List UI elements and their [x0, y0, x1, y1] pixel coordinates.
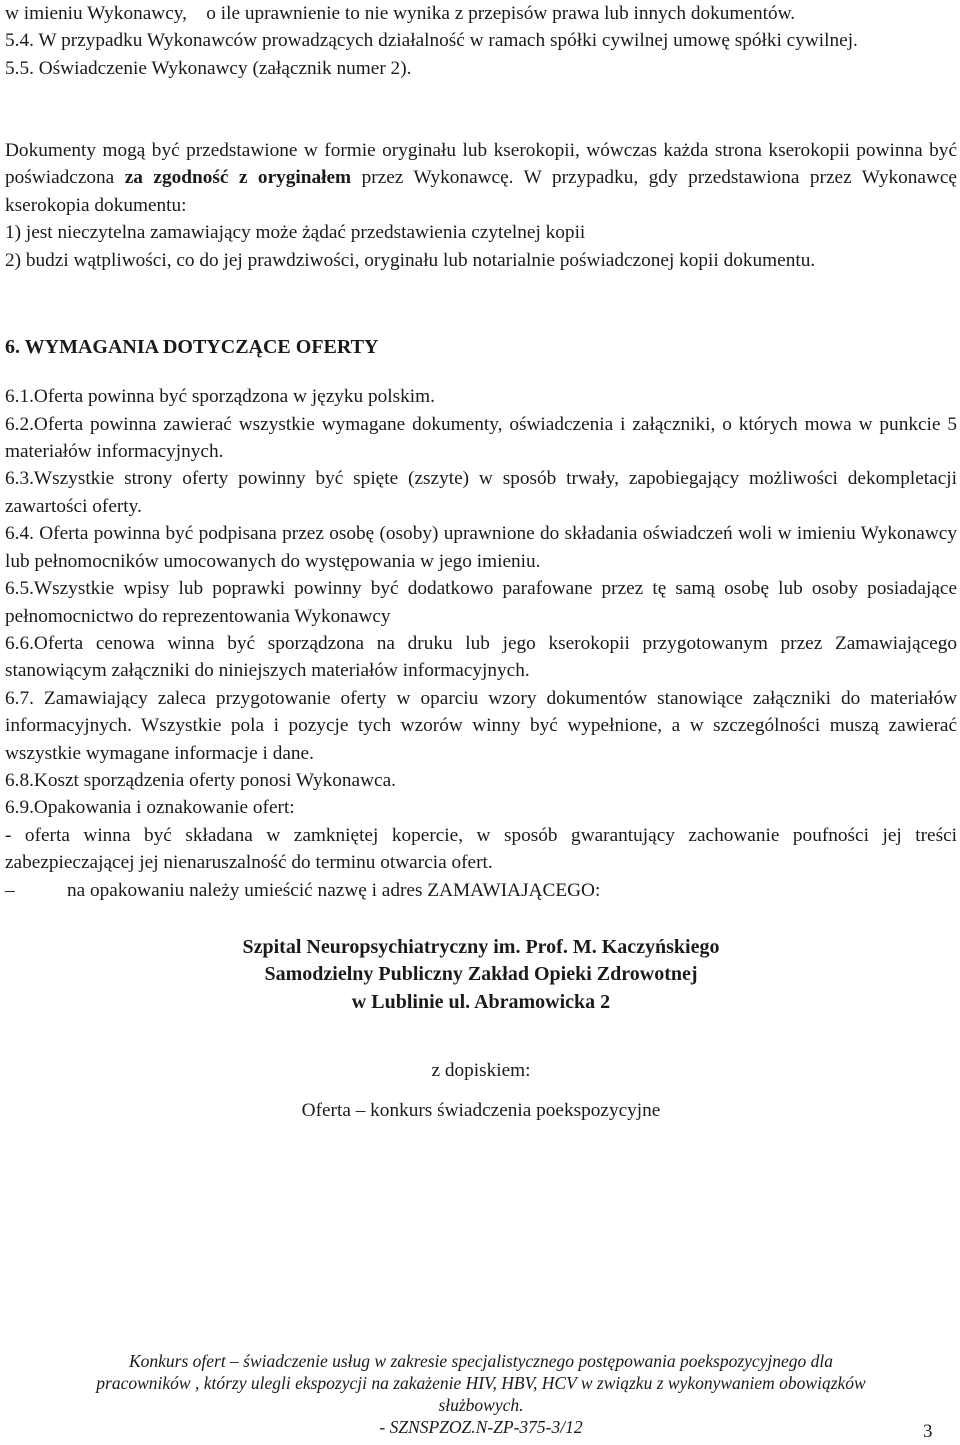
- address-block: [5, 934, 957, 1016]
- dash-item-text: na opakowaniu należy umieścić nazwę i adres ZAMAWIAJĄCEGO:: [67, 879, 601, 901]
- spacer: [5, 82, 957, 137]
- documents-item-2: 2) budzi wątpliwości, co do jej prawdziwości, oryginału lub notarialnie poświadczonej kopii dokumentu.: [5, 249, 816, 271]
- text-line1a: w imieniu Wykonawcy,: [5, 3, 187, 24]
- dash-list-item: [5, 877, 957, 904]
- documents-item-1: 1) jest nieczytelna zamawiający może żądać przedstawienia czytelnej kopii: [5, 222, 586, 244]
- item-6-4: 6.4. Oferta powinna być podpisana przez osobę (osoby) uprawnione do składania oświadczeń woli w imieniu Wykonawcy lub pełnomocników umocowanych do występowania w jego imieniu.: [5, 523, 957, 572]
- item-6-6: 6.6.Oferta cenowa winna być sporządzona na druku lub jego kserokopii przygotowanym przez Zamawiającego stanowiącym załączniki do niniejszych materiałów informacyjnych.: [5, 632, 957, 682]
- annotation-text: Oferta – konkurs świadczenia poekspozycyjne: [301, 1099, 661, 1121]
- paragraph-5-3-continuation: [5, 0, 957, 27]
- spacer: [5, 904, 957, 934]
- annotation-label: z dopiskiem:: [431, 1060, 531, 1082]
- documents-text-end: przez Wykonawcę. W przypadku, gdy przedstawiona przez Wykonawcę kserokopia dokumentu:: [5, 167, 957, 216]
- footer-line-2: pracowników , którzy ulegli ekspozycji na zakażenie HIV, HBV, HCV w związku z wykonywaniem obowiązków: [96, 1373, 866, 1393]
- item-6-5: 6.5.Wszystkie wpisy lub poprawki powinny być dodatkowo parafowane przez tę samą osobę lub osoby posiadające pełnomocnictwo do reprezentowania Wykonawcy: [5, 578, 957, 627]
- item-6-8: 6.8.Koszt sporządzenia oferty ponosi Wykonawca.: [5, 769, 396, 791]
- item-6-7: 6.7. Zamawiający zaleca przygotowanie oferty w oparciu wzory dokumentów stanowiące załączniki do materiałów informacyjnych. Wszystkie pola i pozycje tych wzorów winny być wypełnione, a w szczególności muszą zawierać wszystkie wymagane informacje i dane.: [5, 687, 957, 764]
- paragraph-5-4: 5.4. W przypadku Wykonawców prowadzących działalność w ramach spółki cywilnej umowę spółki cywilnej.: [5, 30, 858, 52]
- page-footer: [5, 1350, 957, 1438]
- address-line-1: Szpital Neuropsychiatryczny im. Prof. M. Kaczyńskiego: [242, 935, 720, 958]
- documents-text-start: Dokumenty mogą być przedstawione w formie oryginału lub kserokopii, wówczas każda strona kserokopii powinna być poświadczona: [5, 140, 957, 189]
- section-6-heading: 6. WYMAGANIA DOTYCZĄCE OFERTY: [5, 335, 379, 358]
- page-number: 3: [923, 1421, 933, 1442]
- item-6-1: 6.1.Oferta powinna być sporządzona w języku polskim.: [5, 386, 435, 408]
- item-6-9-bullet: - oferta winna być składana w zamkniętej kopercie, w sposób gwarantujący zachowanie poufności jej treści zabezpieczającej jej nienaruszalność do terminu otwarcia ofert.: [5, 824, 957, 874]
- item-6-2: 6.2.Oferta powinna zawierać wszystkie wymagane dokumenty, oświadczenia i załączniki, o których mowa w punkcie 5 materiałów informacyjnych.: [5, 413, 957, 463]
- paragraph-5-5: 5.5. Oświadczenie Wykonawcy (załącznik numer 2).: [5, 57, 412, 79]
- documents-bold-phrase: za zgodność z oryginałem: [124, 167, 352, 189]
- spacer: [5, 1085, 957, 1097]
- text-line1b: o ile uprawnienie to nie wynika z przepisów prawa lub innych dokumentów.: [206, 3, 796, 24]
- address-line-2: Samodzielny Publiczny Zakład Opieki Zdrowotnej: [264, 963, 698, 986]
- spacer: [5, 274, 957, 329]
- item-6-3: 6.3.Wszystkie strony oferty powinny być spięte (zszyte) w sposób trwały, zapobiegający możliwości dekompletacji zawartości oferty.: [5, 468, 957, 517]
- paragraph-documents: [5, 137, 957, 219]
- dash-bullet-icon: –: [5, 879, 15, 901]
- address-line-3: w Lublinie ul. Abramowicka 2: [351, 990, 611, 1013]
- footer-line-3: służbowych.: [438, 1395, 524, 1415]
- footer-line-1: Konkurs ofert – świadczenie usług w zakresie specjalistycznego postępowania poekspozycyjnego dla: [128, 1351, 834, 1371]
- spacer: [5, 1016, 957, 1057]
- footer-line-4: - SZNSPZOZ.N-ZP-375-3/12: [379, 1417, 583, 1437]
- document-page: [5, 0, 957, 1440]
- item-6-9: 6.9.Opakowania i oznakowanie ofert:: [5, 797, 295, 819]
